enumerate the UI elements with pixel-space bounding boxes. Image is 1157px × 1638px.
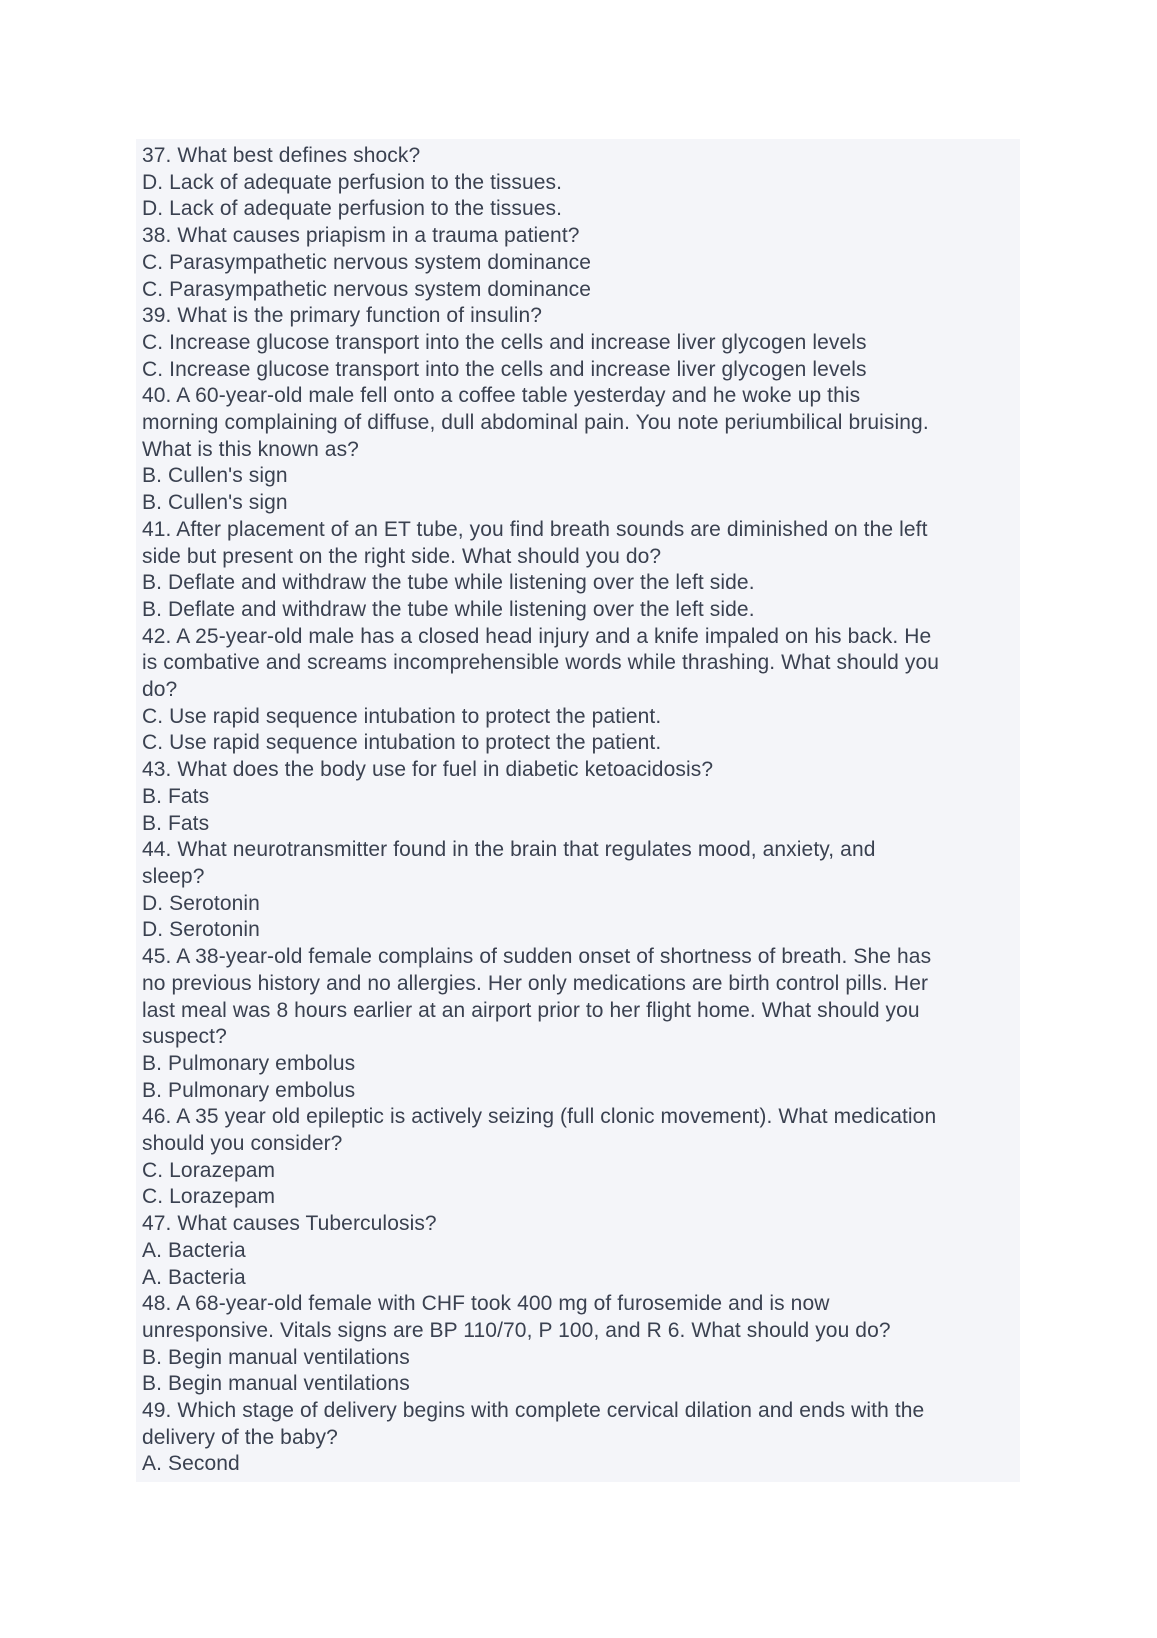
text-line: 40. A 60-year-old male fell onto a coffee table yesterday and he woke up this [142, 384, 861, 408]
text-line: no previous history and no allergies. Her only medications are birth control pills. Her [142, 971, 929, 995]
text-line: morning complaining of diffuse, dull abdominal pain. You note periumbilical bruising. [142, 411, 929, 435]
text-line: D. Serotonin [142, 918, 260, 942]
text-line: C. Parasympathetic nervous system dominance [142, 277, 591, 301]
text-line: B. Begin manual ventilations [142, 1372, 410, 1396]
text-line: 46. A 35 year old epileptic is actively seizing (full clonic movement). What medication [142, 1105, 937, 1129]
text-line: unresponsive. Vitals signs are BP 110/70, P 100, and R 6. What should you do? [142, 1318, 891, 1342]
text-line: 48. A 68-year-old female with CHF took 400 mg of furosemide and is now [142, 1292, 830, 1316]
text-line: B. Deflate and withdraw the tube while listening over the left side. [142, 571, 755, 595]
text-line: sleep? [142, 864, 205, 888]
text-line: B. Cullen's sign [142, 464, 288, 488]
text-line: A. Bacteria [142, 1238, 246, 1262]
text-line: B. Pulmonary embolus [142, 1051, 356, 1075]
text-line: 44. What neurotransmitter found in the brain that regulates mood, anxiety, and [142, 838, 876, 862]
text-line: 45. A 38-year-old female complains of sudden onset of shortness of breath. She has [142, 945, 932, 969]
text-line: B. Fats [142, 811, 210, 835]
text-line: should you consider? [142, 1132, 343, 1156]
text-line: 38. What causes priapism in a trauma patient? [142, 224, 580, 248]
text-line: B. Cullen's sign [142, 491, 288, 515]
text-line: 41. After placement of an ET tube, you find breath sounds are diminished on the left [142, 517, 928, 541]
text-line: delivery of the baby? [142, 1425, 338, 1449]
text-line: A. Bacteria [142, 1265, 246, 1289]
text-line: What is this known as? [142, 437, 359, 461]
text-line: suspect? [142, 1025, 227, 1049]
text-line: D. Lack of adequate perfusion to the tissues. [142, 197, 563, 221]
text-line: A. Second [142, 1452, 240, 1476]
text-line: is combative and screams incomprehensible words while thrashing. What should you [142, 651, 940, 675]
text-line: do? [142, 678, 178, 702]
text-line: D. Serotonin [142, 891, 260, 915]
text-line: C. Lorazepam [142, 1158, 276, 1182]
text-line: 49. Which stage of delivery begins with complete cervical dilation and ends with the [142, 1399, 925, 1423]
text-line: C. Lorazepam [142, 1185, 276, 1209]
text-line: D. Lack of adequate perfusion to the tissues. [142, 170, 563, 194]
text-line: C. Parasympathetic nervous system dominance [142, 250, 591, 274]
text-line: C. Increase glucose transport into the cells and increase liver glycogen levels [142, 357, 867, 381]
quiz-text-panel [136, 139, 1020, 1482]
text-line: B. Begin manual ventilations [142, 1345, 410, 1369]
text-line: B. Deflate and withdraw the tube while listening over the left side. [142, 597, 755, 621]
text-line: 42. A 25-year-old male has a closed head injury and a knife impaled on his back. He [142, 624, 932, 648]
text-line: B. Pulmonary embolus [142, 1078, 356, 1102]
text-line: 39. What is the primary function of insulin? [142, 304, 543, 328]
text-line: 37. What best defines shock? [142, 144, 421, 167]
text-line: C. Increase glucose transport into the cells and increase liver glycogen levels [142, 330, 867, 354]
text-line: side but present on the right side. What should you do? [142, 544, 662, 568]
text-line: 43. What does the body use for fuel in diabetic ketoacidosis? [142, 758, 714, 782]
text-line: C. Use rapid sequence intubation to protect the patient. [142, 731, 662, 755]
text-line: 47. What causes Tuberculosis? [142, 1212, 437, 1236]
text-line: C. Use rapid sequence intubation to protect the patient. [142, 704, 662, 728]
text-line: last meal was 8 hours earlier at an airport prior to her flight home. What should you [142, 998, 920, 1022]
text-line: B. Fats [142, 784, 210, 808]
